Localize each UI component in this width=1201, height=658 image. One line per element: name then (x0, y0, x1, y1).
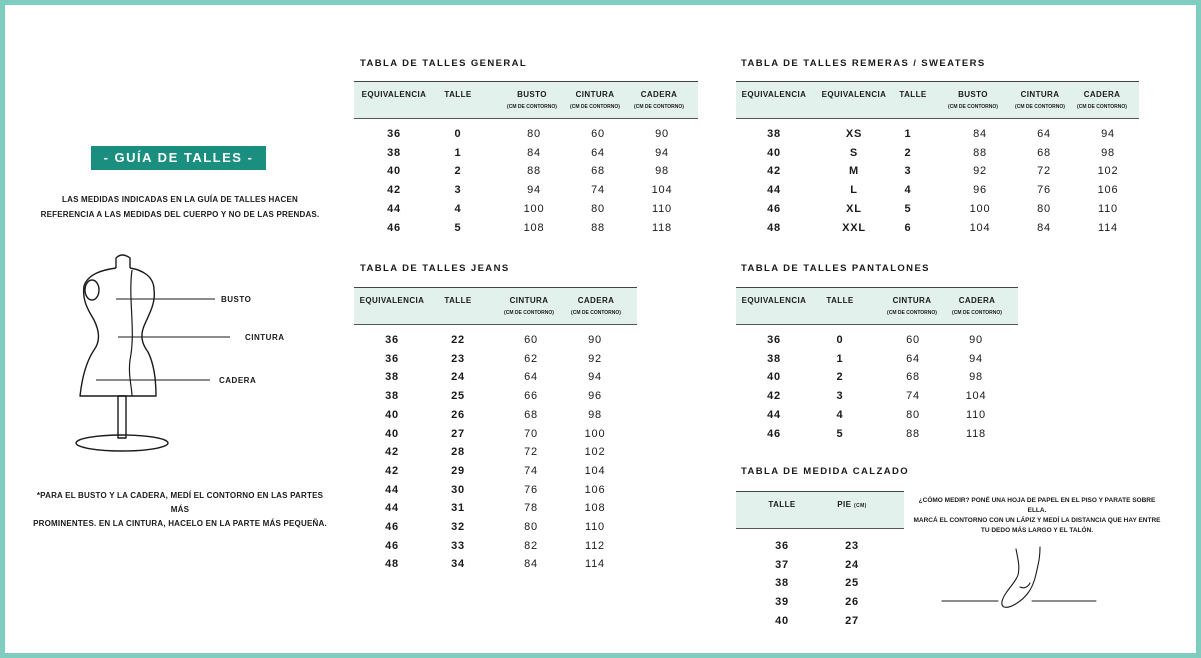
table-cell: 33 (451, 539, 465, 552)
table-row (736, 406, 1018, 425)
table-cell: 40 (387, 165, 401, 178)
jeans-header (354, 287, 637, 325)
table-row (354, 219, 698, 238)
table-cell: 38 (387, 146, 401, 159)
table-cell: 27 (451, 427, 465, 440)
table-cell: 82 (524, 539, 538, 552)
table-cell: 102 (1097, 165, 1119, 178)
table-cell: 2 (836, 371, 844, 384)
table-cell: 0 (454, 128, 462, 140)
remeras-h-equivalencia-2: EQUIVALENCIA (821, 90, 887, 99)
table-cell: 46 (767, 427, 781, 440)
table-cell: 60 (524, 334, 538, 346)
table-row (354, 537, 637, 556)
table-row (736, 144, 1139, 163)
table-row (736, 537, 904, 556)
table-cell: 90 (969, 334, 983, 346)
table-cell: 42 (767, 165, 781, 178)
table-row (736, 181, 1139, 200)
table-cell: XL (846, 202, 862, 215)
table-cell: 98 (655, 165, 669, 178)
remeras-h-talle: TALLE (899, 90, 927, 99)
table-cell: 0 (836, 334, 844, 346)
table-row (736, 612, 904, 631)
table-cell: 25 (845, 577, 859, 590)
measure-note (30, 489, 330, 531)
table-cell: 38 (775, 577, 789, 590)
table-cell: 44 (385, 483, 399, 496)
table-cell: 72 (1037, 165, 1051, 178)
pantalones-h-cadera: CADERA (CM DE CONTORNO) (952, 296, 1002, 316)
table-cell: 36 (385, 352, 399, 365)
general-h-equivalencia: EQUIVALENCIA (361, 90, 427, 99)
note-line-1: *PARA EL BUSTO Y LA CADERA, MEDÍ EL CONTORNO EN LAS PARTES MÁS (36, 491, 324, 514)
table-cell: 29 (451, 464, 465, 477)
table-cell: 118 (966, 427, 986, 440)
how-line-2: MARCÁ EL CONTORNO CON UN LÁPIZ Y MEDÍ LA DISTANCIA QUE HAY ENTRE (913, 517, 1161, 524)
table-cell: 3 (454, 184, 462, 197)
table-row (736, 350, 1018, 369)
table-cell: 4 (836, 408, 844, 421)
table-cell: 64 (591, 146, 605, 159)
table-row (354, 425, 637, 444)
how-line-1: ¿CÓMO MEDIR? PONÉ UNA HOJA DE PAPEL EN EL PISO Y PARATE SOBRE ELLA. (918, 497, 1156, 514)
calzado-h-pie: PIE (CM) (837, 500, 867, 509)
table-cell: 39 (775, 596, 789, 609)
table-cell: 36 (775, 540, 789, 552)
table-row (354, 406, 637, 425)
table-cell: 110 (652, 202, 672, 215)
table-row (354, 387, 637, 406)
table-cell: 88 (973, 146, 987, 159)
table-row (736, 425, 1018, 444)
table-row (354, 481, 637, 500)
table-cell: 106 (1097, 184, 1119, 197)
table-cell: 80 (906, 408, 920, 421)
table-cell: 27 (845, 614, 859, 627)
table-cell: 90 (588, 334, 602, 346)
table-cell: 3 (904, 165, 912, 178)
table-cell: 92 (588, 352, 602, 365)
general-header (354, 81, 698, 119)
pantalones-h-equivalencia: EQUIVALENCIA (741, 296, 807, 305)
table-cell: 98 (1101, 146, 1115, 159)
table-cell: 94 (1101, 128, 1115, 140)
table-cell: 42 (385, 446, 399, 459)
table-cell: 40 (767, 371, 781, 384)
table-row (736, 125, 1139, 144)
jeans-h-equivalencia: EQUIVALENCIA (359, 296, 425, 305)
cintura-label: CINTURA (245, 333, 285, 342)
table-row (354, 181, 698, 200)
table-cell: 78 (524, 502, 538, 515)
table-cell: 40 (385, 427, 399, 440)
table-cell: 24 (451, 371, 465, 384)
table-cell: 31 (451, 502, 465, 515)
jeans-h-talle: TALLE (444, 296, 472, 305)
table-cell: 37 (775, 558, 789, 571)
table-row (354, 125, 698, 144)
calzado-instructions (912, 496, 1162, 536)
table-cell: 60 (591, 128, 605, 140)
table-cell: M (849, 165, 859, 178)
table-cell: 44 (385, 502, 399, 515)
remeras-h-busto: BUSTO (CM DE CONTORNO) (948, 90, 998, 110)
table-cell: 104 (969, 221, 991, 234)
table-cell: 108 (523, 221, 545, 234)
table-cell: 88 (906, 427, 920, 440)
table-row (354, 350, 637, 369)
table-cell: 46 (767, 202, 781, 215)
table-cell: 1 (904, 128, 912, 140)
table-cell: 28 (451, 446, 465, 459)
table-cell: 96 (588, 390, 602, 403)
table-cell: 90 (655, 128, 669, 140)
general-h-busto: BUSTO (CM DE CONTORNO) (507, 90, 557, 110)
table-cell: 30 (451, 483, 465, 496)
remeras-header (736, 81, 1139, 119)
table-cell: 100 (584, 427, 606, 440)
table-cell: 1 (836, 352, 844, 365)
table-cell: 36 (387, 128, 401, 140)
table-cell: 84 (524, 558, 538, 571)
table-row (736, 200, 1139, 219)
table-cell: 112 (585, 539, 605, 552)
table-cell: 40 (767, 146, 781, 159)
table-cell: 34 (451, 558, 465, 571)
calzado-title: TABLA DE MEDIDA CALZADO (741, 466, 910, 477)
table-cell: 38 (385, 390, 399, 403)
remeras-title: TABLA DE TALLES REMERAS / SWEATERS (741, 58, 986, 69)
table-cell: 80 (527, 128, 541, 140)
table-cell: L (850, 184, 858, 197)
remeras-h-cadera: CADERA (CM DE CONTORNO) (1077, 90, 1127, 110)
table-cell: 38 (767, 128, 781, 140)
table-row (736, 219, 1139, 238)
table-row (354, 331, 637, 350)
table-cell: 4 (454, 202, 462, 215)
table-cell: 26 (845, 596, 859, 609)
table-cell: 80 (591, 202, 605, 215)
table-cell: 110 (1098, 202, 1118, 215)
table-cell: 48 (385, 558, 399, 571)
table-cell: 60 (906, 334, 920, 346)
table-cell: 64 (906, 352, 920, 365)
table-cell: 100 (523, 202, 545, 215)
table-row (354, 462, 637, 481)
general-h-cintura: CINTURA (CM DE CONTORNO) (570, 90, 620, 110)
table-cell: 36 (385, 334, 399, 346)
table-cell: S (849, 146, 859, 159)
general-h-cadera: CADERA (CM DE CONTORNO) (634, 90, 684, 110)
general-h-talle: TALLE (444, 90, 472, 99)
table-cell: 4 (904, 184, 912, 197)
table-cell: 38 (385, 371, 399, 384)
general-title: TABLA DE TALLES GENERAL (360, 58, 528, 69)
table-cell: 3 (836, 390, 844, 403)
table-cell: 104 (965, 390, 987, 403)
table-cell: 68 (524, 408, 538, 421)
table-cell: 76 (524, 483, 538, 496)
table-cell: XXL (842, 221, 866, 234)
table-cell: 96 (973, 184, 987, 197)
table-cell: 46 (385, 539, 399, 552)
table-cell: 80 (524, 521, 538, 533)
table-cell: 104 (651, 184, 673, 197)
pantalones-title: TABLA DE TALLES PANTALONES (741, 263, 930, 274)
pantalones-h-cintura: CINTURA (CM DE CONTORNO) (887, 296, 937, 316)
table-cell: 6 (904, 221, 912, 234)
table-cell: 24 (845, 558, 859, 571)
table-row (736, 331, 1018, 350)
cadera-label: CADERA (219, 376, 257, 385)
table-cell: 106 (584, 483, 606, 496)
table-cell: 118 (652, 221, 672, 234)
table-row (736, 556, 904, 575)
table-cell: 23 (451, 352, 465, 365)
table-row (736, 593, 904, 612)
table-cell: 40 (775, 614, 789, 627)
table-cell: 68 (1037, 146, 1051, 159)
table-row (736, 162, 1139, 181)
table-cell: 2 (904, 146, 912, 159)
table-cell: 5 (836, 427, 844, 440)
table-cell: 66 (524, 390, 538, 403)
table-cell: 42 (387, 184, 401, 197)
guide-title: - GUÍA DE TALLES - (91, 146, 266, 170)
jeans-h-cintura: CINTURA (CM DE CONTORNO) (504, 296, 554, 316)
foot-icon (940, 545, 1100, 609)
table-cell: 46 (387, 221, 401, 234)
table-cell: 2 (454, 165, 462, 178)
table-cell: 26 (451, 408, 465, 421)
table-cell: 42 (385, 464, 399, 477)
table-cell: 1 (454, 146, 462, 159)
table-cell: 108 (584, 502, 606, 515)
table-row (354, 162, 698, 181)
table-row (354, 443, 637, 462)
table-cell: 102 (584, 446, 606, 459)
table-cell: 64 (1037, 128, 1051, 140)
table-cell: 62 (524, 352, 538, 365)
table-cell: 44 (767, 408, 781, 421)
table-cell: 94 (588, 371, 602, 384)
table-cell: 38 (767, 352, 781, 365)
table-cell: 94 (969, 352, 983, 365)
table-cell: 98 (588, 408, 602, 421)
table-cell: 32 (451, 521, 465, 533)
table-cell: 104 (584, 464, 606, 477)
table-cell: 110 (585, 521, 605, 533)
table-row (354, 518, 637, 537)
table-cell: 72 (524, 446, 538, 459)
pantalones-h-talle: TALLE (826, 296, 854, 305)
table-cell: 76 (1037, 184, 1051, 197)
table-cell: 88 (527, 165, 541, 178)
intro-line-2: REFERENCIA A LAS MEDIDAS DEL CUERPO Y NO DE LAS PRENDAS. (40, 210, 320, 219)
dress-form-illustration (70, 250, 230, 455)
table-row (736, 387, 1018, 406)
how-line-3: TU DEDO MÁS LARGO Y EL TALÓN. (980, 527, 1094, 534)
table-row (354, 499, 637, 518)
table-cell: 100 (969, 202, 991, 215)
table-cell: 23 (845, 540, 859, 552)
table-cell: 74 (524, 464, 538, 477)
table-cell: 44 (767, 184, 781, 197)
intro-line-1: LAS MEDIDAS INDICADAS EN LA GUÍA DE TALLES HACEN (62, 195, 298, 204)
table-row (736, 574, 904, 593)
table-cell: 80 (1037, 202, 1051, 215)
table-cell: 92 (973, 165, 987, 178)
table-cell: 84 (1037, 221, 1051, 234)
table-cell: 36 (767, 334, 781, 346)
jeans-title: TABLA DE TALLES JEANS (360, 263, 510, 274)
table-cell: 94 (655, 146, 669, 159)
table-cell: XS (845, 128, 863, 140)
pantalones-header (736, 287, 1018, 325)
calzado-h-talle: TALLE (768, 500, 796, 509)
table-cell: 42 (767, 390, 781, 403)
table-row (354, 200, 698, 219)
jeans-h-cadera: CADERA (CM DE CONTORNO) (571, 296, 621, 316)
table-cell: 84 (527, 146, 541, 159)
table-cell: 46 (385, 521, 399, 533)
table-cell: 84 (973, 128, 987, 140)
table-cell: 40 (385, 408, 399, 421)
calzado-header (736, 491, 904, 529)
table-cell: 70 (524, 427, 538, 440)
table-row (354, 144, 698, 163)
table-cell: 68 (591, 165, 605, 178)
table-cell: 64 (524, 371, 538, 384)
table-cell: 110 (966, 408, 986, 421)
guide-intro (30, 192, 330, 222)
table-row (354, 368, 637, 387)
table-cell: 5 (454, 221, 462, 234)
table-cell: 25 (451, 390, 465, 403)
table-cell: 74 (906, 390, 920, 403)
table-cell: 88 (591, 221, 605, 234)
table-cell: 114 (585, 558, 605, 571)
table-cell: 44 (387, 202, 401, 215)
table-row (736, 368, 1018, 387)
table-cell: 94 (527, 184, 541, 197)
remeras-h-equivalencia-1: EQUIVALENCIA (741, 90, 807, 99)
table-cell: 98 (969, 371, 983, 384)
table-cell: 68 (906, 371, 920, 384)
table-cell: 5 (904, 202, 912, 215)
table-row (354, 555, 637, 574)
remeras-h-cintura: CINTURA (CM DE CONTORNO) (1015, 90, 1065, 110)
table-cell: 74 (591, 184, 605, 197)
table-cell: 114 (1098, 221, 1118, 234)
busto-label: BUSTO (221, 295, 252, 304)
table-cell: 48 (767, 221, 781, 234)
note-line-2: PROMINENTES. EN LA CINTURA, HACELO EN LA PARTE MÁS PEQUEÑA. (33, 519, 327, 528)
table-cell: 22 (451, 334, 465, 346)
